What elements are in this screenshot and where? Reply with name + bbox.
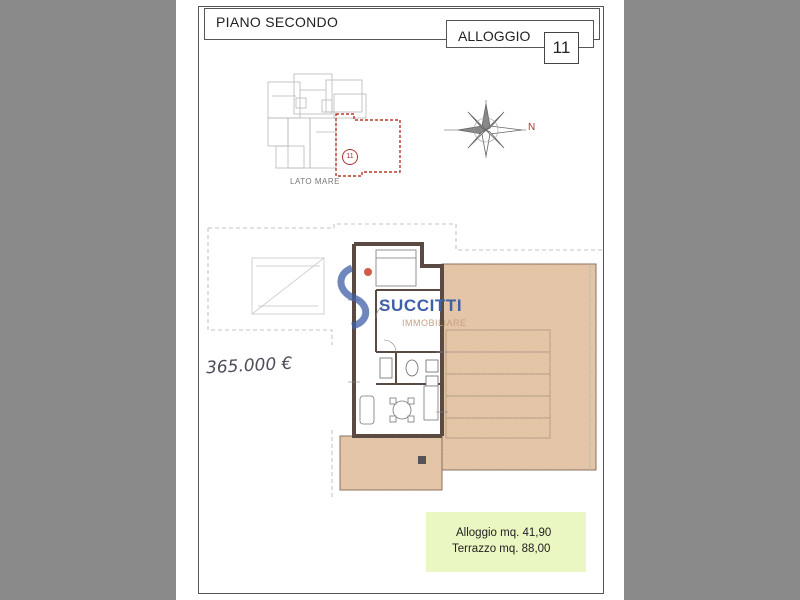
bedroom-bed xyxy=(376,250,416,286)
watermark-brand: SUCCITTI xyxy=(379,296,463,315)
key-plan-unit-number: 11 xyxy=(342,149,358,165)
area-terrazzo: Terrazzo mq. 88,00 xyxy=(452,543,551,555)
key-plan-caption: LATO MARE xyxy=(290,177,340,186)
bedroom-fixture-dot xyxy=(364,268,372,276)
terrace-column xyxy=(418,456,426,464)
terrace-right-block xyxy=(442,264,596,470)
area-summary-box xyxy=(426,512,586,572)
bathroom-fixtures xyxy=(380,358,438,386)
unit-number-box: 11 xyxy=(544,32,579,64)
living-furniture xyxy=(360,386,438,424)
compass-north-label: N xyxy=(528,122,536,133)
unit-label: ALLOGGIO xyxy=(458,28,531,44)
area-alloggio: Alloggio mq. 41,90 xyxy=(456,527,552,539)
terrace-lower-band xyxy=(340,436,442,490)
handwritten-price: 365.000 € xyxy=(205,353,293,379)
floor-title: PIANO SECONDO xyxy=(216,14,339,30)
floor-plan-sheet xyxy=(176,0,624,600)
key-plan-unit-highlight xyxy=(336,114,400,176)
watermark-subtitle: IMMOBILIARE xyxy=(402,318,467,328)
neighbour-stair xyxy=(252,258,324,314)
compass-rose xyxy=(444,100,526,158)
